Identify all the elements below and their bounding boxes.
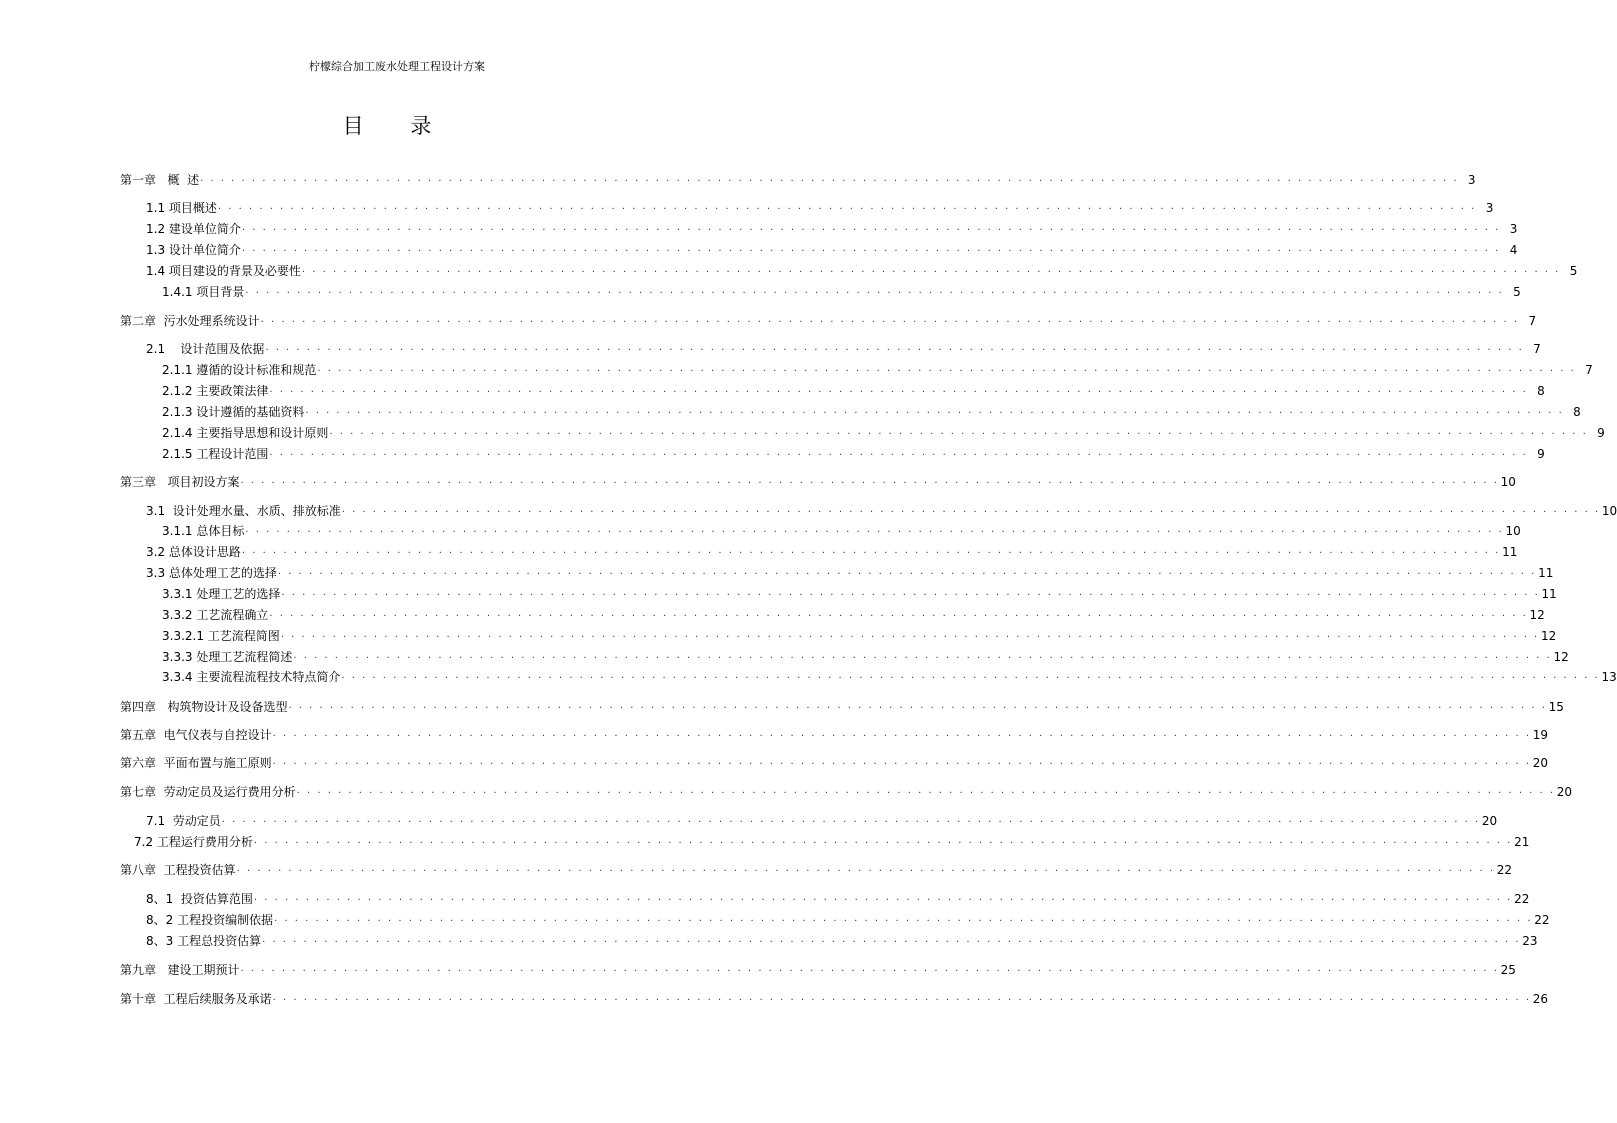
toc-entry-label: 1.4.1 项目背景 (162, 285, 245, 299)
toc-entry-label: 1.2 建设单位简介 (146, 222, 241, 236)
toc-entry[interactable] (0, 860, 1513, 878)
toc-leader-dots (274, 912, 1532, 928)
toc-entry-label: 1.3 设计单位简介 (146, 243, 241, 257)
toc-entry-label: 7.1 劳动定员 (146, 814, 221, 828)
toc-leader-dots (341, 669, 1599, 685)
toc-entry-page-number: 4 (1509, 243, 1518, 257)
toc-entry[interactable] (0, 563, 1554, 581)
toc-leader-dots (302, 263, 1560, 279)
toc-entry-label: 3.3.4 主要流程流程技术特点简介 (162, 670, 341, 684)
toc-entry[interactable] (0, 989, 1549, 1007)
toc-leader-dots (278, 565, 1536, 581)
toc-entry-label: 第一章 概 述 (120, 173, 200, 187)
toc-leader-dots (273, 755, 1531, 771)
toc-entry-label: 7.2 工程运行费用分析 (134, 835, 253, 849)
toc-entry-label: 3.3 总体处理工艺的选择 (146, 566, 277, 580)
toc-entry-label: 3.3.2.1 工艺流程简图 (162, 629, 280, 643)
toc-entry[interactable] (0, 521, 1521, 539)
toc-entry[interactable] (0, 811, 1498, 829)
toc-entry-page-number: 22 (1514, 892, 1530, 906)
toc-entry-page-number: 22 (1534, 913, 1550, 927)
toc-entry[interactable] (0, 667, 1617, 685)
toc-leader-dots (242, 544, 1500, 560)
toc-leader-dots (200, 172, 1458, 188)
toc-entry-label: 第六章 平面布置与施工原则 (120, 756, 272, 770)
toc-entry-label: 3.1.1 总体目标 (162, 524, 245, 538)
toc-leader-dots (218, 200, 1476, 216)
toc-leader-dots (237, 862, 1495, 878)
toc-entry-label: 3.1 设计处理水量、水质、排放标准 (146, 504, 341, 518)
toc-entry[interactable] (0, 753, 1549, 771)
toc-entry-label: 2.1.5 工程设计范围 (162, 447, 269, 461)
toc-leader-dots (254, 891, 1512, 907)
toc-entry-page-number: 10 (1500, 475, 1516, 489)
toc-entry-label: 1.4 项目建设的背景及必要性 (146, 264, 301, 278)
toc-entry-page-number: 20 (1532, 756, 1549, 770)
toc-entry-page-number: 15 (1548, 700, 1564, 714)
toc-leader-dots (273, 991, 1531, 1007)
toc-leader-dots (254, 834, 1512, 850)
toc-entry-label: 3.3.1 处理工艺的选择 (162, 587, 281, 601)
toc-entry[interactable] (0, 626, 1557, 644)
toc-entry[interactable] (0, 360, 1593, 378)
toc-entry-page-number: 11 (1538, 566, 1554, 580)
toc-entry-page-number: 20 (1481, 814, 1498, 828)
toc-entry[interactable] (0, 402, 1581, 420)
toc-entry-label: 1.1 项目概述 (146, 201, 217, 215)
toc-entry-page-number: 12 (1529, 608, 1545, 622)
toc-entry[interactable] (0, 381, 1545, 399)
toc-entry-label: 8、3 工程总投资估算 (146, 934, 262, 948)
toc-entry-page-number: 8 (1537, 384, 1545, 398)
toc-entry[interactable] (0, 647, 1569, 665)
toc-entry-label: 第九章 建设工期预计 (120, 963, 240, 977)
toc-entry-page-number: 10 (1505, 524, 1521, 538)
toc-entry[interactable] (0, 198, 1494, 216)
toc-leader-dots (262, 933, 1520, 949)
page-title: 目 录 (342, 114, 452, 138)
toc-entry-page-number: 12 (1540, 629, 1557, 643)
toc-entry-page-number: 3 (1467, 173, 1476, 187)
toc-entry-page-number: 3 (1485, 201, 1494, 215)
toc-leader-dots (269, 383, 1527, 399)
toc-entry[interactable] (0, 472, 1516, 490)
toc-entry-page-number: 5 (1569, 264, 1578, 278)
toc-entry-label: 2.1.3 设计遵循的基础资料 (162, 405, 305, 419)
toc-entry-page-number: 7 (1528, 314, 1537, 328)
toc-leader-dots (342, 503, 1600, 519)
toc-leader-dots (245, 523, 1503, 539)
toc-entry[interactable] (0, 501, 1617, 519)
toc-entry-label: 3.2 总体设计思路 (146, 545, 241, 559)
toc-leader-dots (281, 628, 1539, 644)
toc-entry-label: 第十章 工程后续服务及承诺 (120, 992, 272, 1006)
toc-entry[interactable] (0, 240, 1518, 258)
toc-entry-label: 3.3.2 工艺流程确立 (162, 608, 269, 622)
toc-entry-page-number: 20 (1556, 785, 1573, 799)
toc-entry-label: 2.1.2 主要政策法律 (162, 384, 269, 398)
toc-entry-page-number: 21 (1514, 835, 1530, 849)
toc-leader-dots (261, 313, 1519, 329)
toc-entry-page-number: 7 (1585, 363, 1593, 377)
toc-entry[interactable] (0, 697, 1564, 715)
toc-entry-label: 8、2 工程投资编制依据 (146, 913, 274, 927)
toc-entry-label: 第八章 工程投资估算 (120, 863, 236, 877)
toc-entry[interactable] (0, 339, 1541, 357)
toc-leader-dots (317, 362, 1575, 378)
toc-leader-dots (297, 784, 1555, 800)
toc-entry[interactable] (0, 261, 1578, 279)
toc-entry-page-number: 9 (1537, 447, 1545, 461)
toc-entry[interactable] (0, 423, 1605, 441)
toc-entry[interactable] (0, 282, 1521, 300)
toc-entry[interactable] (0, 170, 1476, 188)
toc-entry-page-number: 10 (1601, 504, 1617, 518)
toc-leader-dots (265, 341, 1523, 357)
toc-entry-label: 第五章 电气仪表与自控设计 (120, 728, 272, 742)
toc-leader-dots (245, 284, 1503, 300)
toc-leader-dots (222, 813, 1480, 829)
toc-entry-label: 第三章 项目初设方案 (120, 475, 240, 489)
toc-entry-page-number: 12 (1553, 650, 1569, 664)
toc-entry-label: 第二章 污水处理系统设计 (120, 314, 260, 328)
toc-leader-dots (293, 649, 1551, 665)
toc-entry-page-number: 3 (1509, 222, 1518, 236)
toc-entry-label: 第七章 劳动定员及运行费用分析 (120, 785, 296, 799)
toc-entry-label: 8、1 投资估算范围 (146, 892, 253, 906)
toc-entry[interactable] (0, 605, 1545, 623)
toc-entry[interactable] (0, 219, 1518, 237)
toc-leader-dots (240, 474, 1498, 490)
toc-entry-page-number: 19 (1532, 728, 1549, 742)
toc-leader-dots (269, 446, 1527, 462)
toc-entry-page-number: 13 (1601, 670, 1617, 684)
toc-entry-label: 2.1 设计范围及依据 (146, 342, 265, 356)
toc-entry-page-number: 23 (1522, 934, 1538, 948)
toc-entry[interactable] (0, 311, 1537, 329)
toc-entry-page-number: 9 (1597, 426, 1605, 440)
toc-leader-dots (273, 727, 1531, 743)
toc-entry-page-number: 11 (1541, 587, 1557, 601)
toc-entry-label: 2.1.1 遵循的设计标准和规范 (162, 363, 317, 377)
running-header: 柠檬综合加工废水处理工程设计方案 (309, 60, 485, 73)
toc-leader-dots (242, 221, 1500, 237)
toc-entry[interactable] (0, 584, 1557, 602)
toc-entry-label: 3.3.3 处理工艺流程简述 (162, 650, 293, 664)
toc-entry[interactable] (0, 832, 1530, 850)
toc-entry-page-number: 22 (1496, 863, 1513, 877)
toc-entry-label: 第四章 构筑物设计及设备选型 (120, 700, 288, 714)
toc-entry-page-number: 5 (1513, 285, 1521, 299)
toc-entry-page-number: 25 (1500, 963, 1516, 977)
toc-entry[interactable] (0, 542, 1518, 560)
toc-leader-dots (242, 242, 1500, 258)
toc-entry[interactable] (0, 782, 1573, 800)
toc-entry-page-number: 8 (1573, 405, 1581, 419)
toc-leader-dots (281, 586, 1539, 602)
toc-entry[interactable] (0, 910, 1550, 928)
toc-entry-page-number: 26 (1532, 992, 1549, 1006)
toc-entry-page-number: 7 (1533, 342, 1541, 356)
toc-entry[interactable] (0, 931, 1538, 949)
toc-entry[interactable] (0, 889, 1530, 907)
toc-leader-dots (240, 962, 1498, 978)
toc-entry[interactable] (0, 444, 1545, 462)
toc-leader-dots (269, 607, 1527, 623)
toc-entry[interactable] (0, 960, 1516, 978)
toc-leader-dots (305, 404, 1563, 420)
toc-entry[interactable] (0, 725, 1549, 743)
toc-leader-dots (288, 699, 1546, 715)
toc-entry-page-number: 11 (1502, 545, 1518, 559)
toc-entry-label: 2.1.4 主要指导思想和设计原则 (162, 426, 329, 440)
toc-leader-dots (329, 425, 1587, 441)
